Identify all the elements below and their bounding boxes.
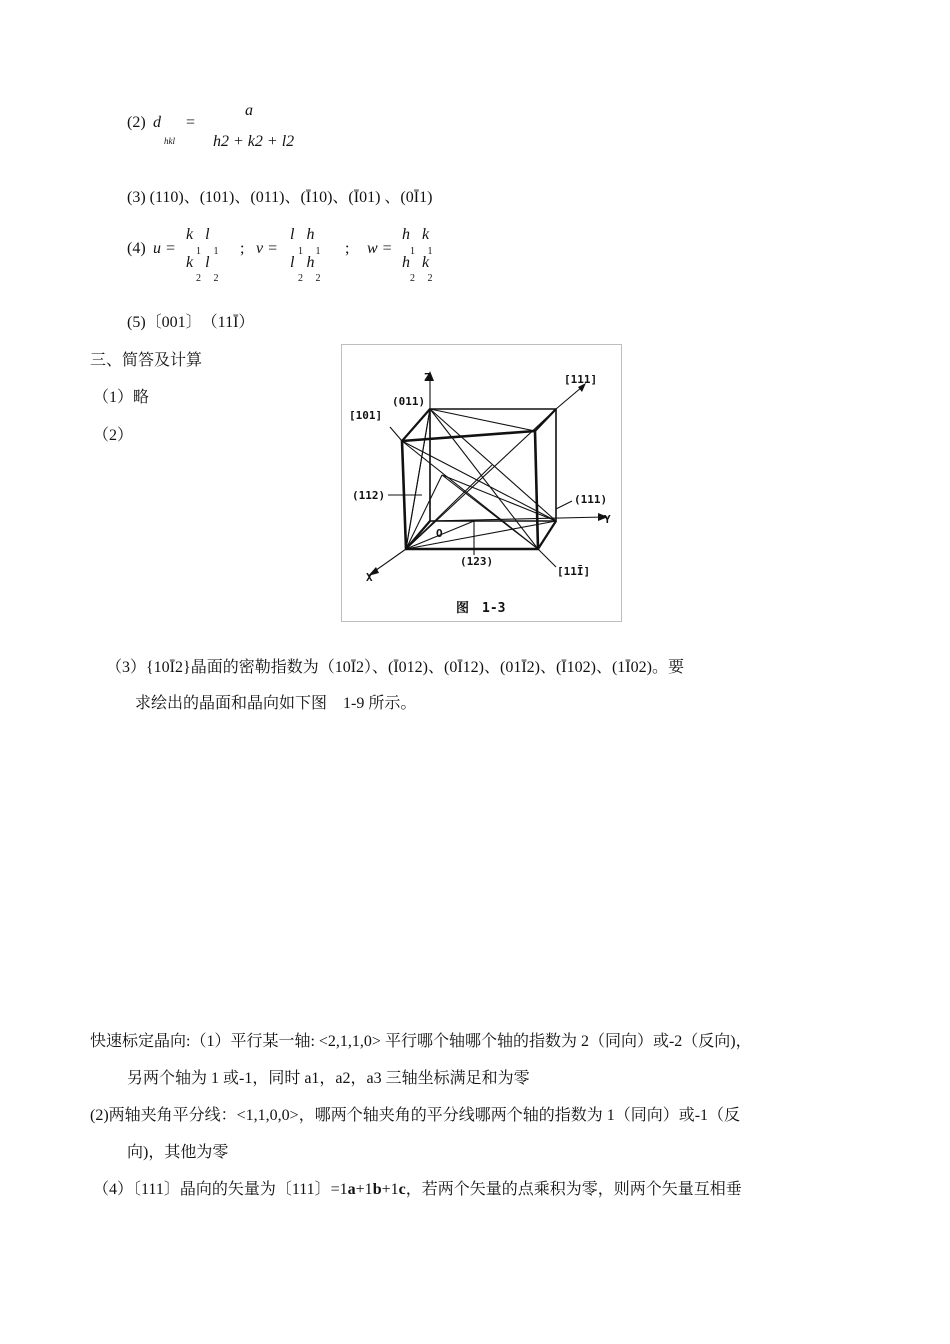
eq4-v-top-sub: 1 1 [298, 246, 321, 257]
cube-drawing [342, 345, 621, 621]
eq2-denominator: h2 + k2 + l2 [213, 133, 295, 150]
eq4-label: (4) [127, 240, 146, 257]
plus-2: +1 [381, 1181, 399, 1198]
eq4-v-mid: l h [290, 254, 315, 271]
eq4-v: v = [256, 240, 278, 257]
label-112: (112) [352, 489, 386, 502]
item-3: (3) (110)、(101)、(011)、(Ī10)、(Ī01) 、(0Ī1) [127, 189, 433, 206]
label-111-top: [111] [564, 373, 598, 386]
item-5: (5)〔001〕 （11Ī） [127, 314, 255, 331]
vector-a: a [347, 1181, 356, 1198]
eq4-w-mid: h k [402, 254, 430, 271]
eq2-label: (2) [127, 114, 146, 131]
quick-line-3: (2)两轴夹角平分线：<1,1,0,0>，哪两个轴夹角的平分线哪两个轴的指数为 1（同向）或-1（反 [90, 1107, 741, 1124]
figure-crystal-cube [341, 344, 622, 622]
eq2-d: d [153, 114, 161, 131]
eq4-w-bot-sub: 2 2 [410, 273, 433, 284]
answer-1: （1）略 [93, 389, 150, 406]
eq4-u-bot-sub: 2 2 [196, 273, 219, 284]
section-heading: 三、简答及计算 [90, 352, 203, 369]
para-4 [93, 1172, 742, 1208]
quick-line-2: 另两个轴为 1 或-1，同时 a1，a2，a3 三轴坐标满足和为零 [127, 1070, 530, 1087]
eq2-numerator: a [245, 102, 253, 119]
para-3-line-2: 求绘出的晶面和晶向如下图 1-9 所示。 [135, 695, 417, 712]
label-011: (011) [392, 395, 426, 408]
eq2-equals: = [186, 114, 196, 131]
para-4-prefix: （4）〔111〕晶向的矢量为〔111〕=1 [93, 1181, 348, 1198]
vector-c: c [398, 1181, 406, 1198]
plus-1: +1 [355, 1181, 373, 1198]
origin-label: O [436, 527, 443, 540]
eq4-sep-1: ; [240, 240, 245, 257]
eq4-v-top: l h [290, 226, 315, 243]
label-101: [101] [349, 409, 383, 422]
vector-b: b [372, 1181, 382, 1198]
eq4-w-top-sub: 1 1 [410, 246, 433, 257]
eq4-u-top-sub: 1 1 [196, 246, 219, 257]
eq4-u-top: k l [186, 226, 210, 243]
axis-z-label: Z [424, 371, 431, 384]
eq4-u-mid: k l [186, 254, 210, 271]
eq4-sep-2: ; [345, 240, 350, 257]
label-11bar1: [11Ī] [557, 565, 591, 578]
para-3-line-1: （3）{10Ī2}晶面的密勒指数为（10Ī2）、(Ī012)、(0Ī12)、(01Ī2)、(Ī102)、(1Ī02)。要 [106, 659, 684, 676]
axis-x-label: X [366, 571, 373, 584]
answer-2: （2） [93, 427, 134, 444]
eq4-u: u = [153, 240, 176, 257]
eq2-sub: hkl [164, 136, 175, 146]
eq4-w-top: h k [402, 226, 430, 243]
axis-y-label: Y [604, 513, 611, 526]
quick-line-4: 向)，其他为零 [127, 1144, 229, 1161]
quick-line-1: 快速标定晶向:（1）平行某一轴: <2,1,1,0> 平行哪个轴哪个轴的指数为 2（同向）或-2（反向)， [90, 1033, 752, 1050]
figure-caption: 图 1-3 [456, 601, 506, 616]
label-123: (123) [460, 555, 494, 568]
para-4-suffix: ，若两个矢量的点乘积为零，则两个矢量互相垂 [405, 1181, 742, 1198]
eq4-v-bot-sub: 2 2 [298, 273, 321, 284]
label-111-right: (111) [574, 493, 608, 506]
eq4-w: w = [367, 240, 393, 257]
